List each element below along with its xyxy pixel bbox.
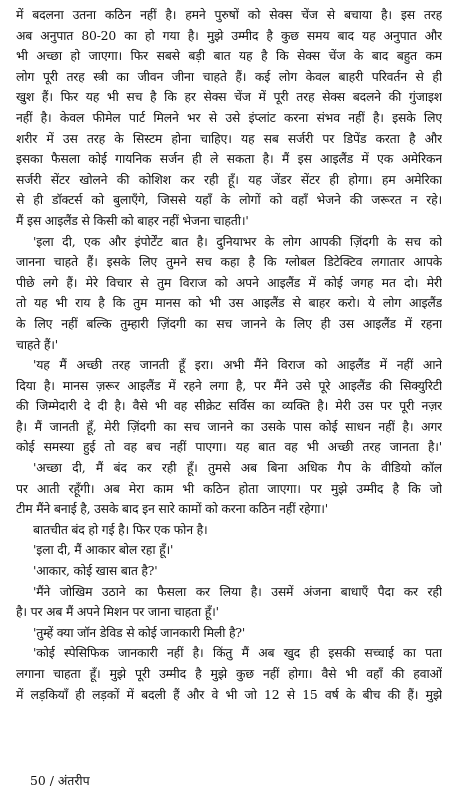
text-line: से ही डॉक्टर्स को बुलाएँगे, जिससे यहाँ के लोगों को वहाँ भेजने की जरूरत न रहे। bbox=[16, 192, 442, 208]
text-line: पीछे लगे हैं। मेरे विचार से तुम विराज को अपने आइलैंड में कोई जगह मत दो। मेरी bbox=[16, 274, 442, 290]
text-line: 'इला दी, एक और इंपोर्टेंट बात है। दुनियाभर के लोग आपकी ज़िंदगी के सच को bbox=[33, 233, 442, 249]
text-line: लोग पूरी तरह स्त्री का जीवन जीना चाहते हैं। कई लोग केवल बाहरी परिवर्तन से ही bbox=[16, 68, 442, 84]
text-line: के लिए नहीं बल्कि तुम्हारी ज़िंदगी का सच जानने के लिए ही उस आइलैंड में रहना bbox=[16, 315, 442, 331]
text-line: में बदलना उतना कठिन नहीं है। हमने पुरुषों को सेक्स चेंज से बचाया है। इस तरह bbox=[16, 7, 442, 22]
text-line: भी अच्छा हो जाएगा। फिर सबसे बड़ी बात यह है कि सेक्स चेंज के बाद बहुत कम bbox=[16, 48, 442, 64]
text-line: 'इला दी, मैं आकार बोल रहा हूँ।' bbox=[33, 542, 174, 558]
text-line: इसका फैसला कोई गायनिक सर्जन ही ले सकता है। मैं इस आइलैंड में एक अमेरिकन bbox=[16, 151, 442, 167]
page-footer: 50 / अंतरीप bbox=[30, 773, 90, 788]
text-line: है। मैं जानती हूँ, मेरी ज़िंदगी का सच जानने का उसके पास कोई साधन नहीं है। अगर bbox=[16, 418, 442, 434]
text-line: मैं इस आइलैंड से किसी को बाहर नहीं भेजना चाहती।' bbox=[16, 212, 249, 228]
text-line: बातचीत बंद हो गई है। फिर एक फोन है। bbox=[33, 521, 208, 537]
text-line: कोई समस्या हुई तो वह बच नहीं पाएगा। यह बात वह भी अच्छी तरह जानता है।' bbox=[16, 439, 442, 455]
text-line: शरीर में उस तरह के सिस्टम होना चाहिए। यह सब सर्जरी पर डिपेंड करता है और bbox=[16, 130, 442, 146]
text-line: टीम मैंने बनाई है, उसके बाद इन सारे कामों को करना कठिन नहीं रहेगा।' bbox=[16, 501, 329, 517]
text-line: चाहते हैं।' bbox=[16, 336, 58, 352]
text-line: नहीं है। केवल फीमेल पार्ट मिलने भर से उसे इंप्लांट करना संभव नहीं है। इसके लिए bbox=[16, 109, 442, 125]
text-line: जानना चाहते हैं। इसके लिए तुमने सच कहा है कि ग्लोबल डिटेक्टिव लगातार आपके bbox=[16, 254, 442, 270]
text-line: 'यह मैं अच्छी तरह जानती हूँ इरा। अभी मैंने विराज को आइलैंड में नहीं आने bbox=[33, 357, 442, 373]
text-line: 'अच्छा दी, मैं बंद कर रही हूँ। तुमसे अब बिना अधिक गैप के वीडियो कॉल bbox=[33, 460, 442, 476]
text-line: 'आकार, कोई खास बात है?' bbox=[33, 563, 158, 579]
text-line: है। पर अब मैं अपने मिशन पर जाना चाहता हूँ।' bbox=[16, 604, 219, 620]
text-line: अब अनुपात 80-20 का हो गया है। मुझे उम्मीद है कुछ समय बाद यह अनुपात और bbox=[16, 27, 442, 43]
text-line: तो यह भी राय है कि तुम मानस को भी उस आइलैंड से बाहर करो। ये लोग आइलैंड bbox=[16, 295, 442, 311]
text-line: में लड़कियाँ ही लड़कों में बदली हैं और वे भी जो 12 से 15 वर्ष के बीच की हैं। मुझे bbox=[16, 686, 442, 702]
text-line: लगाना चाहता हूँ। मुझे पूरी उम्मीद है मुझे कुछ नहीं होगा। वैसे भी वहाँ की हवाओं bbox=[16, 666, 442, 681]
text-line: की जिम्मेदारी दे दी है। वैसे भी वह सीक्रेट सर्विस का व्यक्ति है। मेरी उस पर पूरी नज़र bbox=[16, 398, 442, 414]
text-line: सर्जरी सेंटर खोलने की कोशिश कर रही हूँ। यह जेंडर सेंटर ही होगा। हम अमेरिका bbox=[16, 171, 442, 187]
text-line: 'तुम्हें क्या जॉन डेविड से कोई जानकारी मिली है?' bbox=[33, 624, 246, 640]
text-line: 'कोई स्पेसिफिक जानकारी नहीं है। किंतु मैं अब खुद ही इसकी सच्चाई का पता bbox=[33, 645, 442, 661]
text-line: खुश हैं। फिर यह भी सच है कि हर सेक्स चेंज में पूरी तरह सेक्स बदलने की गुंजाइश bbox=[16, 89, 442, 105]
text-line: दिया है। मानस ज़रूर आइलैंड में रहने लगा है, पर मैंने उसे पूरे आइलैंड की सिक्युरिटी bbox=[16, 377, 442, 393]
page-body-text bbox=[16, 5, 442, 705]
text-line: पर आती रहूँगी। अब मेरा काम भी कठिन होता जाएगा। पर मुझे उम्मीद है कि जो bbox=[16, 480, 442, 496]
text-line: 'मैंने जोखिम उठाने का फैसला कर लिया है। उसमें अंजना बाधाएँ पैदा कर रही bbox=[33, 583, 442, 599]
